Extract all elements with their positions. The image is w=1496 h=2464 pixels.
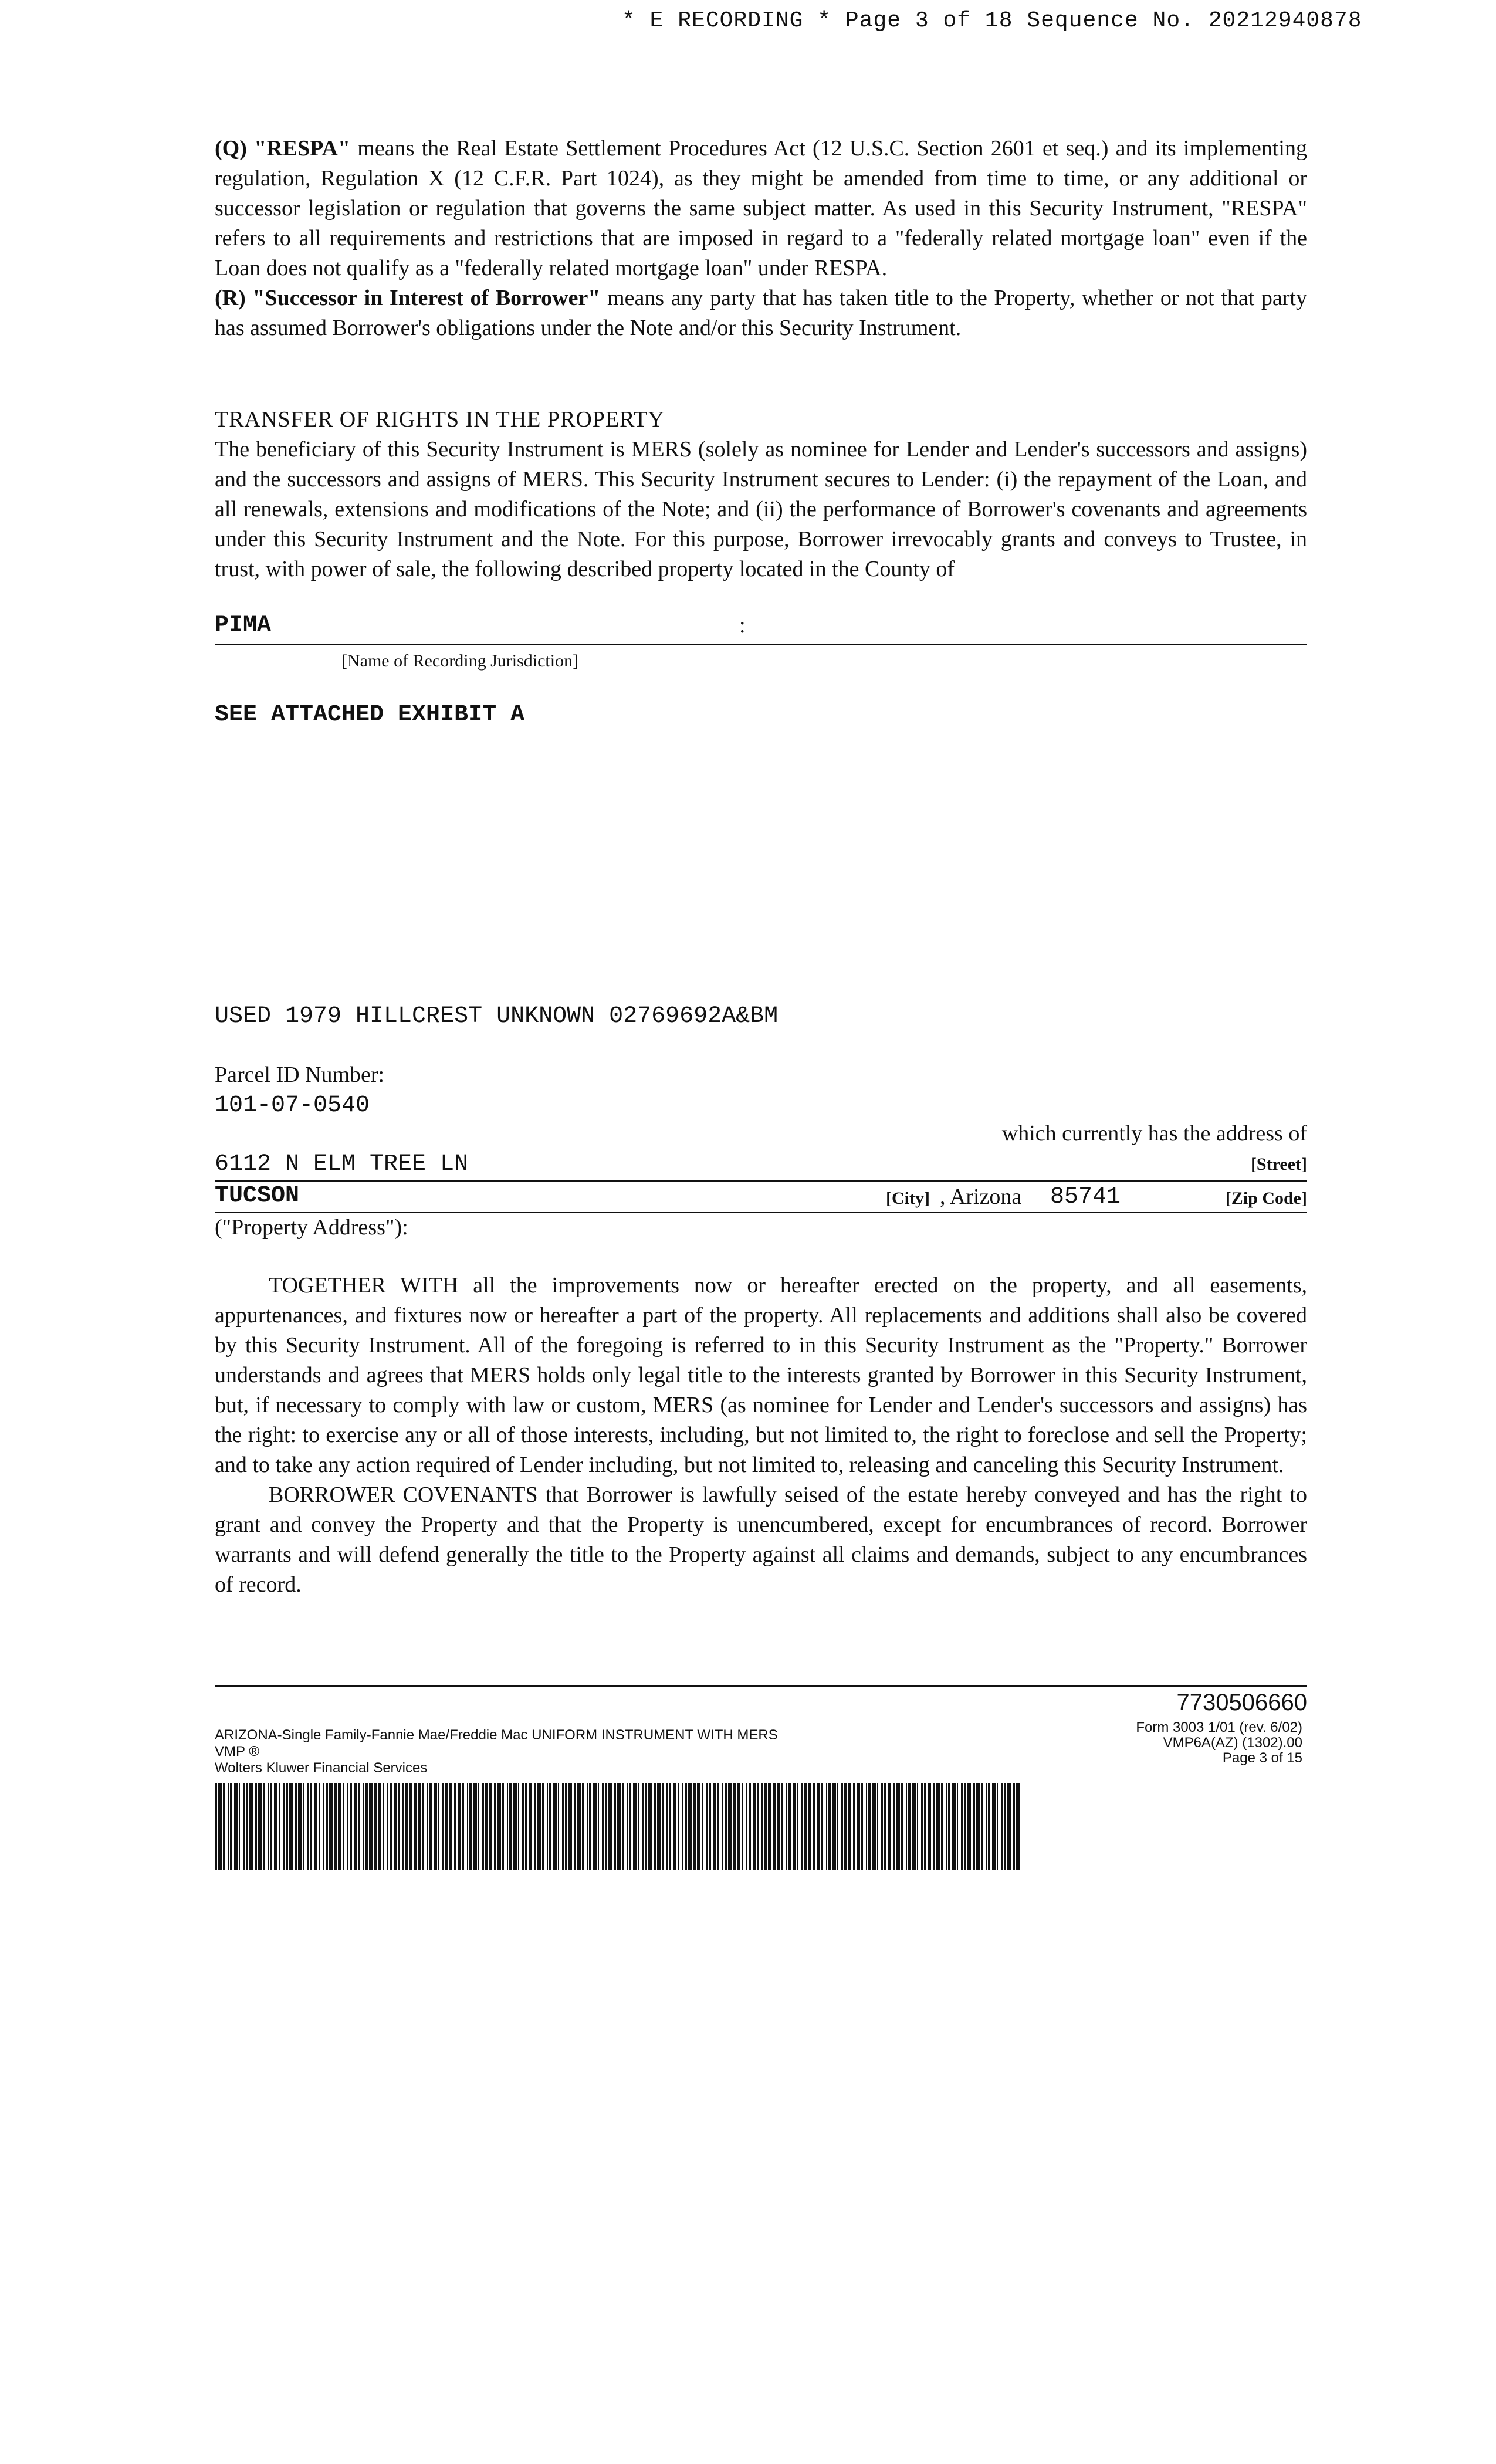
manufactured-home-description: USED 1979 HILLCREST UNKNOWN 02769692A&BM <box>215 1003 779 1030</box>
form-publisher: Wolters Kluwer Financial Services <box>215 1760 428 1776</box>
footer-rule <box>215 1685 1307 1687</box>
jurisdiction-caption: [Name of Recording Jurisdiction] <box>341 651 579 671</box>
definition-r <box>215 283 1307 343</box>
city-value: TUCSON <box>215 1183 300 1209</box>
document-barcode <box>215 1783 1024 1870</box>
city-line <box>215 1212 1307 1213</box>
borrower-covenants-paragraph: BORROWER COVENANTS that Borrower is lawfully seised of the estate hereby conveyed and has the right to grant and convey the Property and that the Property is unencumbered, except for encumbrances of record. Borrower warrants and will defend generally the title to the Property against all claims and demands, subject to any encumbrances of record. <box>215 1483 1307 1597</box>
parcel-label: Parcel ID Number: <box>215 1062 385 1087</box>
definition-q <box>215 134 1307 283</box>
exhibit-reference: SEE ATTACHED EXHIBIT A <box>215 702 525 728</box>
form-info-left <box>215 1727 778 1776</box>
street-line <box>215 1180 1307 1182</box>
form-title: ARIZONA-Single Family-Fannie Mae/Freddie Mac UNIFORM INSTRUMENT WITH MERS <box>215 1727 778 1743</box>
form-info-right <box>1056 1720 1302 1766</box>
form-vendor: VMP ® <box>215 1744 259 1759</box>
state-label: , Arizona <box>940 1184 1022 1209</box>
transfer-paragraph: The beneficiary of this Security Instrument is MERS (solely as nominee for Lender and Lender's successors and assigns) and the successors and assigns of MERS. This Security Instrument secures to Lender: (i) the repayment of the Loan, and all renewals, extensions and modifications of the Note; and (ii) the performance of Borrower's covenants and agreements under this Security Instrument and the Note. For this purpose, Borrower irrevocably grants and conveys to Trustee, in trust, with power of sale, the following described property located in the County of <box>215 437 1307 581</box>
covenants-block <box>215 1271 1307 1600</box>
loan-number: 7730506660 <box>1176 1690 1307 1715</box>
definitions-block <box>215 134 1307 343</box>
parcel-number: 101-07-0540 <box>215 1092 370 1119</box>
form-code: VMP6A(AZ) (1302).00 <box>1163 1735 1302 1751</box>
recording-header: * E RECORDING * Page 3 of 18 Sequence No. 20212940878 <box>622 8 1362 33</box>
transfer-heading: TRANSFER OF RIGHTS IN THE PROPERTY <box>215 407 665 432</box>
definition-r-label: (R) "Successor in Interest of Borrower" <box>215 286 601 310</box>
jurisdiction-line <box>215 644 1307 645</box>
county-colon: : <box>739 613 746 638</box>
barcode-bar <box>1016 1783 1020 1870</box>
address-intro: which currently has the address of <box>1001 1121 1307 1146</box>
street-caption: [Street] <box>1250 1155 1307 1174</box>
definition-r-text: means any party that has taken title to the Property, whether or not that party has assumed Borrower's obligations under the Note and/or this Security Instrument. <box>215 286 1307 340</box>
county-value: PIMA <box>215 612 272 639</box>
street-address: 6112 N ELM TREE LN <box>215 1151 469 1177</box>
property-address-label: ("Property Address"): <box>215 1215 408 1240</box>
together-with-paragraph: TOGETHER WITH all the improvements now or hereafter erected on the property, and all easements, appurtenances, and fixtures now or hereafter a part of the property. All replacements and additions shall also be covered by this Security Instrument. All of the foregoing is referred to in this Security Instrument as the "Property." Borrower understands and agrees that MERS holds only legal title to the interests granted by Borrower in this Security Instrument, but, if necessary to comply with law or custom, MERS (as nominee for Lender and Lender's successors and assigns) has the right: to exercise any or all of those interests, including, but not limited to, the right to foreclose and sell the Property; and to take any action required of Lender including, but not limited to, releasing and canceling this Security Instrument. <box>215 1273 1307 1477</box>
zip-value: 85741 <box>1050 1184 1121 1210</box>
definition-q-label: (Q) "RESPA" <box>215 136 351 161</box>
form-page-number: Page 3 of 15 <box>1222 1750 1302 1766</box>
definition-q-text: means the Real Estate Settlement Procedures Act (12 U.S.C. Section 2601 et seq.) and its implementing regulation, Regulation X (12 C.F.R. Part 1024), as they might be amended from time to time, or any additional or successor legislation or regulation that governs the same subject matter. As used in this Security Instrument, "RESPA" refers to all requirements and restrictions that are imposed in regard to a "federally related mortgage loan" even if the Loan does not qualify as a "federally related mortgage loan" under RESPA. <box>215 136 1307 280</box>
form-number: Form 3003 1/01 (rev. 6/02) <box>1136 1720 1302 1735</box>
zip-caption: [Zip Code] <box>1225 1189 1307 1208</box>
city-caption: [City] <box>886 1189 930 1208</box>
